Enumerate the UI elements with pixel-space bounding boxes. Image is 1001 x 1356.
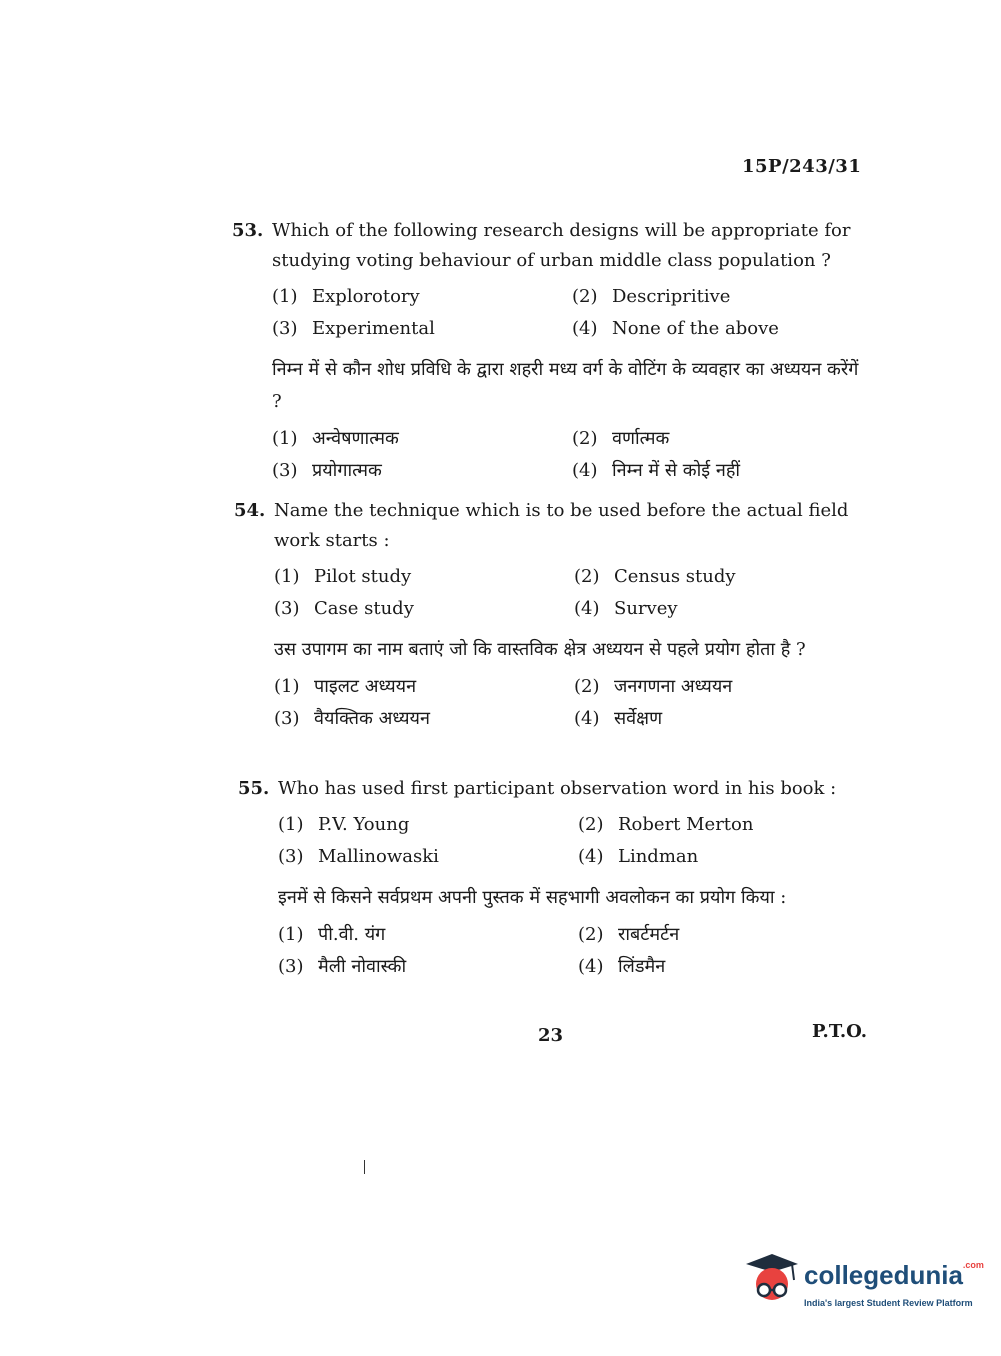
option: (2) Robert Merton <box>578 814 754 835</box>
question-hindi <box>278 882 866 980</box>
option: (4) Lindman <box>578 846 699 867</box>
logo-wordmark: collegedunia$^{.com}$ <box>804 1260 984 1290</box>
option: (1) P.V. Young <box>278 814 410 835</box>
option: (4) निम्न में से कोई नहीं <box>572 460 741 481</box>
option: (2) वर्णात्मक <box>572 428 670 449</box>
option: (3) मैली नोवास्की <box>278 956 407 977</box>
page-number: 23 <box>538 1025 564 1046</box>
question-hindi <box>274 634 862 732</box>
option: (1) पी.वी. यंग <box>278 924 386 945</box>
option: (2) Descripritive <box>572 286 731 307</box>
option: (4) Survey <box>574 598 678 619</box>
option: (4) सर्वेक्षण <box>574 708 663 729</box>
options-hi <box>274 674 862 732</box>
options-hi <box>278 922 866 980</box>
question-text-en: Which of the following research designs will be appropriate for studying voting behaviour of urban middle class population ? <box>272 220 851 271</box>
question-number: 55. <box>238 778 270 799</box>
option: (1) Pilot study <box>274 566 412 587</box>
option: (3) Experimental <box>272 318 435 339</box>
option: (3) Case study <box>274 598 414 619</box>
paper-code: 15P/243/31 <box>742 156 862 177</box>
option: (4) None of the above <box>572 318 779 339</box>
question-hindi <box>272 354 860 484</box>
options-hi <box>272 426 860 484</box>
option: (4) लिंडमैन <box>578 956 666 977</box>
options-en <box>274 564 874 622</box>
option: (1) पाइलट अध्ययन <box>274 676 417 697</box>
options-en <box>272 284 872 342</box>
options-en <box>278 812 878 870</box>
question-number: 53. <box>232 220 264 241</box>
question-text-hi: इनमें से किसने सर्वप्रथम अपनी पुस्तक में सहभागी अवलोकन का प्रयोग किया : <box>278 887 787 908</box>
option: (1) Explorotory <box>272 286 420 307</box>
option: (2) राबर्टमर्टन <box>578 924 680 945</box>
question-text-hi: निम्न में से कौन शोध प्रविधि के द्वारा शहरी मध्य वर्ग के वोटिंग के व्यवहार का अध्ययन करेंगें ? <box>272 359 859 412</box>
pto-label: P.T.O. <box>812 1021 868 1042</box>
question-54 <box>234 496 874 732</box>
question-text-en: Who has used first participant observation word in his book : <box>278 778 837 799</box>
question-53 <box>232 216 872 484</box>
option: (3) वैयक्तिक अध्ययन <box>274 708 430 729</box>
question-number: 54. <box>234 500 266 521</box>
option: (2) Census study <box>574 566 736 587</box>
collegedunia-logo <box>742 1250 984 1320</box>
mascot-icon <box>742 1250 800 1310</box>
option: (1) अन्वेषणात्मक <box>272 428 399 449</box>
option: (2) जनगणना अध्ययन <box>574 676 733 697</box>
option: (3) प्रयोगात्मक <box>272 460 382 481</box>
option: (3) Mallinowaski <box>278 846 439 867</box>
question-text-hi: उस उपागम का नाम बताएं जो कि वास्तविक क्षेत्र अध्ययन से पहले प्रयोग होता है ? <box>274 639 806 660</box>
question-text-en: Name the technique which is to be used before the actual field work starts : <box>274 500 849 551</box>
question-55 <box>238 774 878 980</box>
logo-tagline: India's largest Student Review Platform <box>804 1298 973 1308</box>
scan-mark <box>364 1160 365 1174</box>
